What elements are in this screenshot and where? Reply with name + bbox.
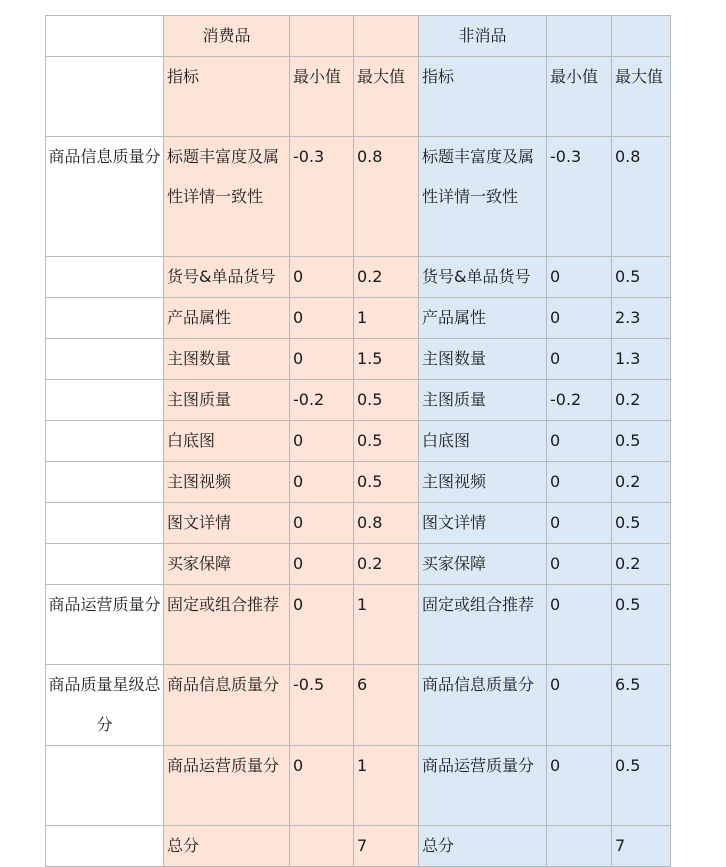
non-consumables-min-cell: 0	[547, 585, 612, 665]
non-consumables-min-cell: 0	[547, 339, 612, 380]
category-cell	[46, 544, 164, 585]
consumables-indicator-cell: 主图质量	[164, 380, 290, 421]
non-consumables-indicator-cell: 固定或组合推荐	[419, 585, 547, 665]
table-row	[46, 380, 671, 421]
header-non-consumables: 非消品	[419, 16, 547, 57]
consumables-min-cell: -0.3	[290, 137, 354, 257]
non-consumables-indicator-cell: 货号&单品货号	[419, 257, 547, 298]
consumables-min-cell: 0	[290, 421, 354, 462]
consumables-min-cell: 0	[290, 462, 354, 503]
consumables-indicator-cell: 产品属性	[164, 298, 290, 339]
table-row	[46, 665, 671, 746]
non-consumables-min-cell	[547, 826, 612, 867]
non-consumables-min-cell: 0	[547, 257, 612, 298]
consumables-min-cell: 0	[290, 339, 354, 380]
consumables-max-cell: 1.5	[354, 339, 419, 380]
non-consumables-indicator-cell: 商品信息质量分	[419, 665, 547, 746]
consumables-min-cell: -0.5	[290, 665, 354, 746]
consumables-indicator-cell: 总分	[164, 826, 290, 867]
non-consumables-indicator-cell: 主图数量	[419, 339, 547, 380]
category-cell: 商品运营质量分	[46, 585, 164, 665]
category-cell	[46, 462, 164, 503]
table-subheader-row	[46, 57, 671, 137]
header-empty-cell	[290, 16, 354, 57]
consumables-indicator-cell: 白底图	[164, 421, 290, 462]
consumables-min-cell: 0	[290, 746, 354, 826]
non-consumables-indicator-cell: 买家保障	[419, 544, 547, 585]
non-consumables-min-cell: 0	[547, 665, 612, 746]
consumables-min-cell: 0	[290, 585, 354, 665]
non-consumables-indicator-cell: 白底图	[419, 421, 547, 462]
scoring-table	[45, 15, 671, 867]
consumables-min-cell: 0	[290, 503, 354, 544]
header-empty-cell	[547, 16, 612, 57]
non-consumables-max-cell: 7	[612, 826, 671, 867]
table-row	[46, 257, 671, 298]
subheader-empty-cell	[46, 57, 164, 137]
non-consumables-max-cell: 0.5	[612, 746, 671, 826]
non-consumables-indicator-cell: 标题丰富度及属性详情一致性	[419, 137, 547, 257]
consumables-max-cell: 0.5	[354, 380, 419, 421]
consumables-indicator-cell: 买家保障	[164, 544, 290, 585]
consumables-indicator-cell: 主图视频	[164, 462, 290, 503]
category-cell: 商品质量星级总分	[46, 665, 164, 746]
subheader-max: 最大值	[612, 57, 671, 137]
consumables-max-cell: 0.2	[354, 257, 419, 298]
table-row	[46, 503, 671, 544]
consumables-max-cell: 0.5	[354, 421, 419, 462]
header-empty-cell	[46, 16, 164, 57]
consumables-max-cell: 0.2	[354, 544, 419, 585]
category-cell	[46, 503, 164, 544]
consumables-indicator-cell: 固定或组合推荐	[164, 585, 290, 665]
non-consumables-min-cell: 0	[547, 503, 612, 544]
non-consumables-max-cell: 0.2	[612, 380, 671, 421]
consumables-indicator-cell: 商品信息质量分	[164, 665, 290, 746]
subheader-max: 最大值	[354, 57, 419, 137]
table-header-row	[46, 16, 671, 57]
non-consumables-max-cell: 0.2	[612, 462, 671, 503]
category-cell	[46, 257, 164, 298]
non-consumables-max-cell: 0.5	[612, 585, 671, 665]
non-consumables-min-cell: -0.2	[547, 380, 612, 421]
non-consumables-min-cell: 0	[547, 462, 612, 503]
table-row	[46, 585, 671, 665]
non-consumables-indicator-cell: 主图质量	[419, 380, 547, 421]
non-consumables-min-cell: 0	[547, 421, 612, 462]
category-cell	[46, 298, 164, 339]
non-consumables-max-cell: 0.5	[612, 257, 671, 298]
consumables-max-cell: 1	[354, 298, 419, 339]
category-cell	[46, 380, 164, 421]
consumables-min-cell: -0.2	[290, 380, 354, 421]
consumables-indicator-cell: 货号&单品货号	[164, 257, 290, 298]
non-consumables-max-cell: 1.3	[612, 339, 671, 380]
consumables-max-cell: 0.8	[354, 503, 419, 544]
header-empty-cell	[354, 16, 419, 57]
non-consumables-max-cell: 0.5	[612, 503, 671, 544]
subheader-indicator: 指标	[164, 57, 290, 137]
consumables-max-cell: 0.5	[354, 462, 419, 503]
non-consumables-max-cell: 2.3	[612, 298, 671, 339]
header-consumables: 消费品	[164, 16, 290, 57]
non-consumables-max-cell: 0.8	[612, 137, 671, 257]
consumables-indicator-cell: 图文详情	[164, 503, 290, 544]
non-consumables-max-cell: 0.5	[612, 421, 671, 462]
header-empty-cell	[612, 16, 671, 57]
non-consumables-min-cell: 0	[547, 544, 612, 585]
non-consumables-indicator-cell: 总分	[419, 826, 547, 867]
table-row	[46, 298, 671, 339]
non-consumables-min-cell: 0	[547, 746, 612, 826]
consumables-indicator-cell: 主图数量	[164, 339, 290, 380]
category-cell	[46, 826, 164, 867]
consumables-min-cell: 0	[290, 298, 354, 339]
table-row	[46, 544, 671, 585]
consumables-max-cell: 1	[354, 585, 419, 665]
non-consumables-indicator-cell: 主图视频	[419, 462, 547, 503]
consumables-min-cell	[290, 826, 354, 867]
category-cell	[46, 339, 164, 380]
non-consumables-min-cell: -0.3	[547, 137, 612, 257]
consumables-max-cell: 0.8	[354, 137, 419, 257]
consumables-min-cell: 0	[290, 257, 354, 298]
non-consumables-indicator-cell: 图文详情	[419, 503, 547, 544]
subheader-indicator: 指标	[419, 57, 547, 137]
category-cell: 商品信息质量分	[46, 137, 164, 257]
table-row	[46, 826, 671, 867]
table-row	[46, 421, 671, 462]
consumables-min-cell: 0	[290, 544, 354, 585]
subheader-min: 最小值	[290, 57, 354, 137]
table-row	[46, 746, 671, 826]
consumables-max-cell: 1	[354, 746, 419, 826]
category-cell	[46, 421, 164, 462]
table-row	[46, 339, 671, 380]
non-consumables-min-cell: 0	[547, 298, 612, 339]
non-consumables-max-cell: 0.2	[612, 544, 671, 585]
non-consumables-max-cell: 6.5	[612, 665, 671, 746]
table-row	[46, 462, 671, 503]
table-row	[46, 137, 671, 257]
consumables-indicator-cell: 商品运营质量分	[164, 746, 290, 826]
non-consumables-indicator-cell: 商品运营质量分	[419, 746, 547, 826]
subheader-min: 最小值	[547, 57, 612, 137]
consumables-indicator-cell: 标题丰富度及属性详情一致性	[164, 137, 290, 257]
consumables-max-cell: 6	[354, 665, 419, 746]
non-consumables-indicator-cell: 产品属性	[419, 298, 547, 339]
category-cell	[46, 746, 164, 826]
consumables-max-cell: 7	[354, 826, 419, 867]
